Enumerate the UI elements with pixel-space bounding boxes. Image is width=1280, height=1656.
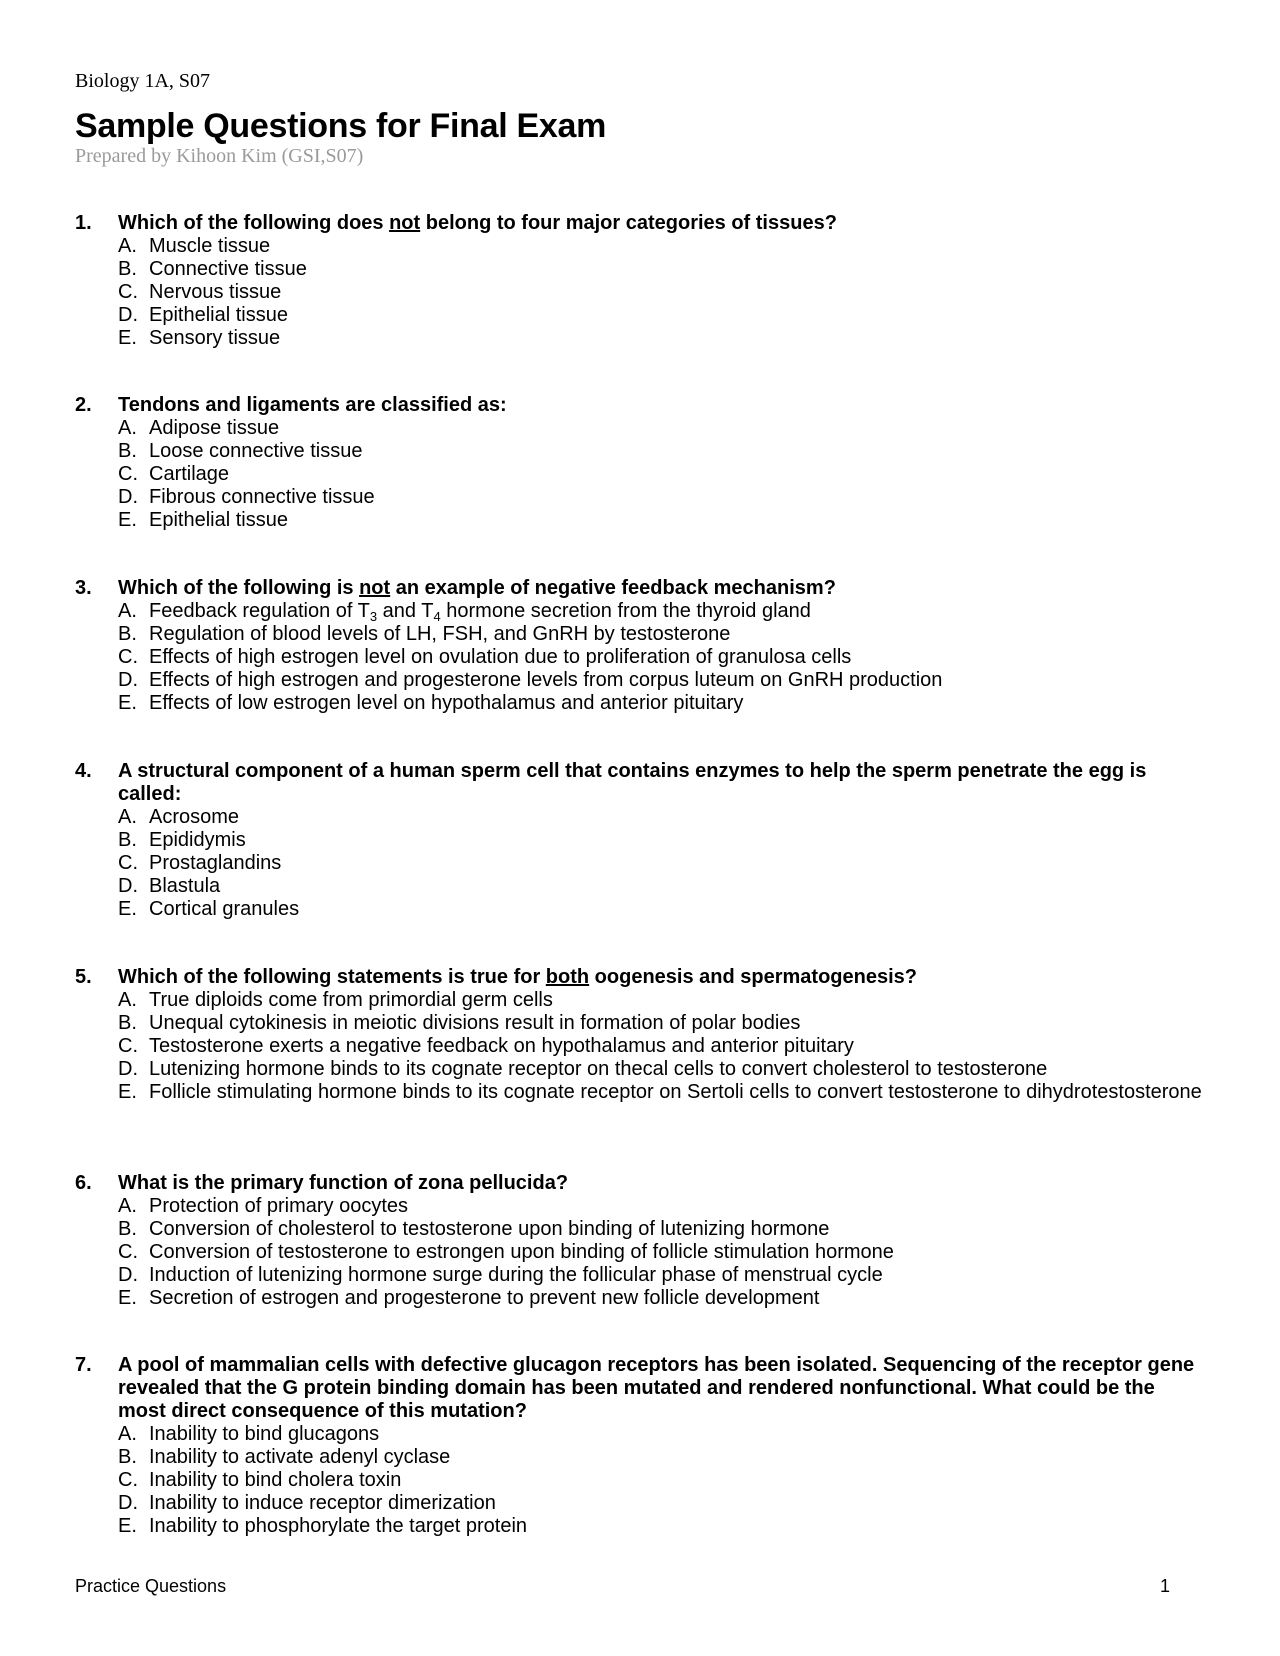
- emphasis: both: [545, 966, 590, 988]
- option: C. Inability to bind cholera toxin: [118, 1469, 402, 1491]
- prepared-by: Prepared by Kihoon Kim (GSI,S07): [75, 145, 364, 167]
- question-number: 1.: [75, 212, 92, 234]
- page-title: Sample Questions for Final Exam: [75, 107, 607, 145]
- option: B. Conversion of cholesterol to testosterone upon binding of lutenizing hormone: [118, 1218, 830, 1240]
- question-text: Tendons and ligaments are classified as:: [118, 394, 507, 416]
- option: C. Conversion of testosterone to estrongen upon binding of follicle stimulation hormone: [118, 1241, 894, 1263]
- question-text: A structural component of a human sperm cell that contains enzymes to help the sperm penetrate the egg is called:: [118, 760, 1147, 805]
- question-number: 4.: [75, 760, 92, 782]
- option: E. Effects of low estrogen level on hypothalamus and anterior pituitary: [118, 692, 744, 714]
- option: A. Protection of primary oocytes: [118, 1195, 408, 1217]
- question-text: Which of the following does not belong to four major categories of tissues?: [118, 212, 837, 234]
- option: D. Blastula: [118, 875, 221, 897]
- option: E. Inability to phosphorylate the target protein: [118, 1515, 528, 1537]
- option: A. Muscle tissue: [118, 235, 271, 257]
- option: D. Fibrous connective tissue: [118, 486, 375, 508]
- option: E. Cortical granules: [118, 898, 300, 920]
- question-text: A pool of mammalian cells with defective glucagon receptors has been isolated. Sequencing of the receptor gene revealed that the G protein binding domain has been mutated and rendered nonfunctional. What could be the most direct consequence of this mutation?: [118, 1354, 1195, 1422]
- option: B. Regulation of blood levels of LH, FSH, and GnRH by testosterone: [118, 623, 731, 645]
- question-text: Which of the following statements is true for both oogenesis and spermatogenesis?: [118, 966, 917, 988]
- option: D. Lutenizing hormone binds to its cognate receptor on thecal cells to convert cholesterol to testosterone: [118, 1058, 1048, 1080]
- option: A. Inability to bind glucagons: [118, 1423, 380, 1445]
- option: A. Feedback regulation of $T_3$ and $T_4$ hormone secretion from the thyroid gland: [118, 600, 811, 624]
- option: E. Epithelial tissue: [118, 509, 288, 531]
- question-number: 6.: [75, 1172, 92, 1194]
- option: E. Sensory tissue: [118, 327, 281, 349]
- option: C. Prostaglandins: [118, 852, 282, 874]
- question-number: 2.: [75, 394, 92, 416]
- question-5: [75, 966, 1205, 1104]
- option: C. Testosterone exerts a negative feedback on hypothalamus and anterior pituitary: [118, 1035, 854, 1057]
- question-number: 5.: [75, 966, 92, 988]
- option: B. Epididymis: [118, 829, 246, 851]
- question-text: What is the primary function of zona pellucida?: [118, 1172, 569, 1194]
- question-7: [75, 1354, 1205, 1538]
- option: E. Secretion of estrogen and progesterone to prevent new follicle development: [118, 1287, 820, 1309]
- question-6: [75, 1172, 1205, 1310]
- course-label: Biology 1A, S07: [75, 70, 211, 92]
- option: B. Connective tissue: [118, 258, 307, 280]
- option: A. True diploids come from primordial germ cells: [118, 989, 553, 1011]
- option: B. Unequal cytokinesis in meiotic divisions result in formation of polar bodies: [118, 1012, 801, 1034]
- emphasis: not: [359, 577, 391, 599]
- option: A. Adipose tissue: [118, 417, 280, 439]
- question-text: Which of the following is not an example of negative feedback mechanism?: [118, 577, 836, 599]
- option: D. Effects of high estrogen and progesterone levels from corpus luteum on GnRH production: [118, 669, 943, 691]
- option: D. Inability to induce receptor dimerization: [118, 1492, 496, 1514]
- question-3: [75, 577, 1205, 715]
- option: C. Effects of high estrogen level on ovulation due to proliferation of granulosa cells: [118, 646, 852, 668]
- emphasis: not: [389, 212, 421, 234]
- footer-label: Practice Questions: [75, 1576, 227, 1596]
- option: C. Cartilage: [118, 463, 230, 485]
- question-number: 3.: [75, 577, 92, 599]
- question-2: [75, 394, 1205, 532]
- question-1: [75, 212, 1205, 350]
- option: C. Nervous tissue: [118, 281, 282, 303]
- question-4: [75, 760, 1205, 921]
- option: E. Follicle stimulating hormone binds to its cognate receptor on Sertoli cells to convert testosterone to dihydrotestosterone: [118, 1081, 1202, 1103]
- page-number: 1: [1160, 1576, 1171, 1596]
- option: B. Loose connective tissue: [118, 440, 363, 462]
- option: D. Induction of lutenizing hormone surge during the follicular phase of menstrual cycle: [118, 1264, 883, 1286]
- question-number: 7.: [75, 1354, 92, 1376]
- option: A. Acrosome: [118, 806, 240, 828]
- option: D. Epithelial tissue: [118, 304, 288, 326]
- option: B. Inability to activate adenyl cyclase: [118, 1446, 451, 1468]
